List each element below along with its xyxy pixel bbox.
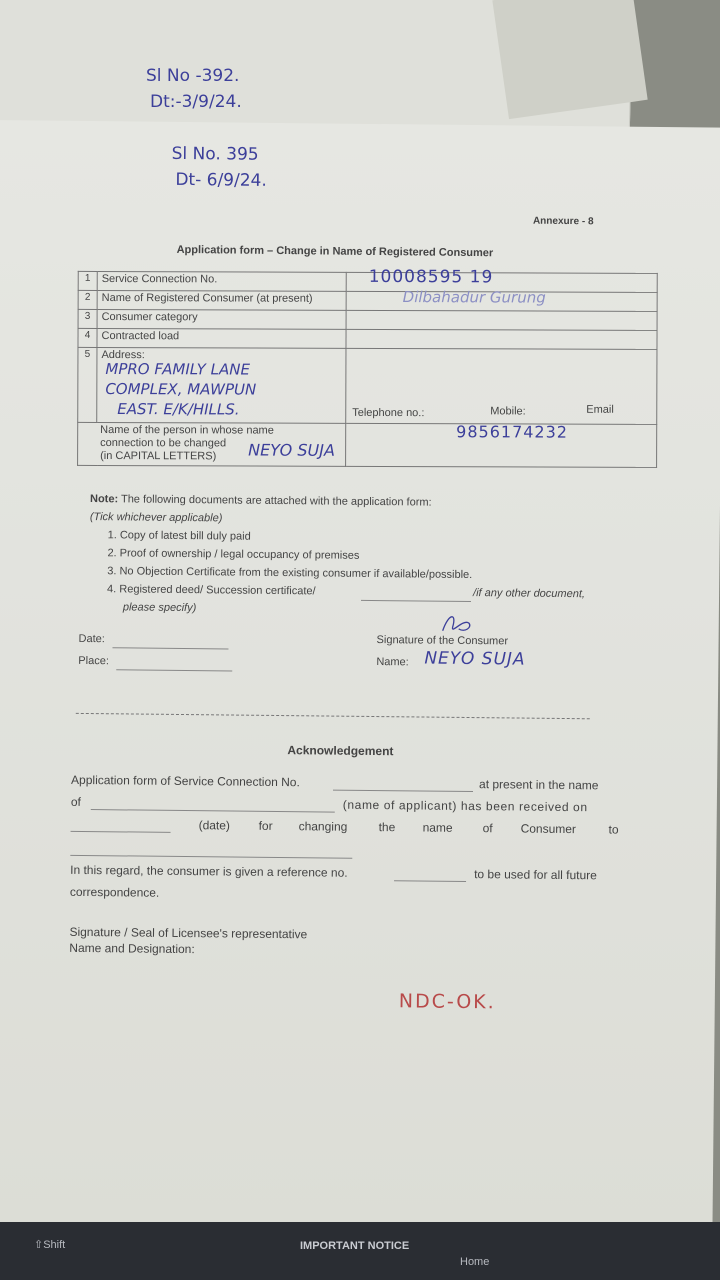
ack-name-label: Name and Designation: [69,940,195,957]
row-number: 4 [78,328,97,347]
contracted-load-value [346,329,657,349]
consumer-category-value [346,310,657,330]
annexure-label: Annexure - 8 [532,215,594,228]
note-text: The following documents are attached with the application form: [120,493,432,509]
note-line [90,493,432,509]
note-item-1: 1. Copy of latest bill duly paid [107,529,251,543]
ack-underline [333,790,473,792]
ack-line-4a: In this regard, the consumer is given a reference no. [70,862,348,880]
ack-line-3c: changing [298,819,348,834]
acknowledgement-title: Acknowledgement [287,743,394,759]
note-item-4: 4. Registered deed/ Succession certificate/ [107,583,316,598]
mobile-value: 9856174232 [456,422,569,442]
contracted-load-label: Contracted load [97,328,346,348]
ack-line-1a: Application form of Service Connection No. [71,772,300,790]
top-sl-no: Sl No -392. [146,66,240,86]
ack-line-2b: (name of applicant) has been received on [342,797,588,815]
consumer-category-label: Consumer category [97,309,346,329]
note-item-3: 3. No Objection Certificate from the existing consumer if available/possible. [107,565,473,582]
ack-line-3h: to [608,822,619,837]
home-key: Home [460,1256,490,1268]
ack-line-3b: for [258,818,273,833]
service-connection-value: 10008595 19 [368,266,494,288]
table-row [78,347,657,424]
note-item-4-underline [361,600,471,602]
ack-line-3a: (date) [198,818,231,833]
ack-line-3g: Consumer [520,821,577,837]
consumer-name-value: NEYO SUJA [424,648,526,670]
address-label: Address: [101,348,145,362]
note-heading: Note: [89,493,119,506]
date-label: Date: [78,632,105,646]
back-sheet-corner [492,0,647,119]
address-line-1: MPRO FAMILY LANE [105,360,250,379]
row-number: 2 [78,290,97,309]
ack-line-1b: at present in the name [478,777,599,793]
table-row [78,290,657,311]
address-line-2: COMPLEX, MAWPUN [105,380,257,399]
ack-line-3d: the [378,820,396,835]
divider [76,713,590,719]
ack-line-3e: name [422,820,453,835]
bottom-keyboard-strip [0,1222,720,1280]
person-label-2: connection to be changed [100,436,227,450]
service-connection-label: Service Connection No. [97,271,346,291]
consumer-signature [439,609,479,639]
ack-line-2a: of [70,794,81,809]
person-label-3: (in CAPITAL LETTERS) [100,449,217,463]
person-label-1: Name of the person in whose name [100,423,274,437]
form-sheet [0,120,720,1238]
table-row [78,422,657,467]
date-underline [112,647,228,649]
person-name-value: NEYO SUJA [248,440,335,460]
note-item-4-specify: please specify) [122,601,197,615]
note-tick: (Tick whichever applicable) [89,511,223,525]
table-row [78,328,657,349]
table-row [78,271,657,292]
note-item-4-other: /if any other document, [473,587,586,601]
row-number: 5 [78,347,97,422]
name-label: Name: [376,656,409,669]
form-title: Application form – Change in Name of Registered Consumer [176,243,494,260]
row-number: 1 [78,271,97,290]
registered-consumer-value: Dilbahadur Gurung [402,288,546,307]
ack-underline [70,855,352,859]
address-line-3: EAST. E/K/HILLS. [117,400,240,419]
telephone-label: Telephone no.: [352,406,425,420]
ack-line-5: correspondence. [69,884,160,900]
notice-label: IMPORTANT NOTICE [300,1240,410,1252]
place-label: Place: [78,654,109,668]
ndc-note: NDC-OK. [398,990,496,1014]
ack-underline [394,880,466,882]
ack-line-3f: of [482,821,493,836]
ack-signature-label: Signature / Seal of Licensee's representative [69,924,308,942]
ack-underline [71,831,171,833]
header-sl-no: Sl No. 395 [171,143,259,165]
registered-consumer-label: Name of Registered Consumer (at present) [97,290,346,310]
email-label: Email [586,403,614,416]
note-item-2: 2. Proof of ownership / legal occupancy of premises [107,547,360,562]
form-table [77,266,658,468]
signature-label: Signature of the Consumer [376,634,509,648]
header-date: Dt- 6/9/24. [175,169,267,191]
top-date: Dt:-3/9/24. [150,92,242,112]
table-row [78,309,657,330]
mobile-label: Mobile: [490,405,526,418]
ack-underline [91,809,335,813]
place-underline [116,669,232,671]
ack-line-4b: to be used for all future [474,867,597,883]
shift-key: ⇧Shift [34,1239,66,1251]
row-number: 3 [78,309,97,328]
